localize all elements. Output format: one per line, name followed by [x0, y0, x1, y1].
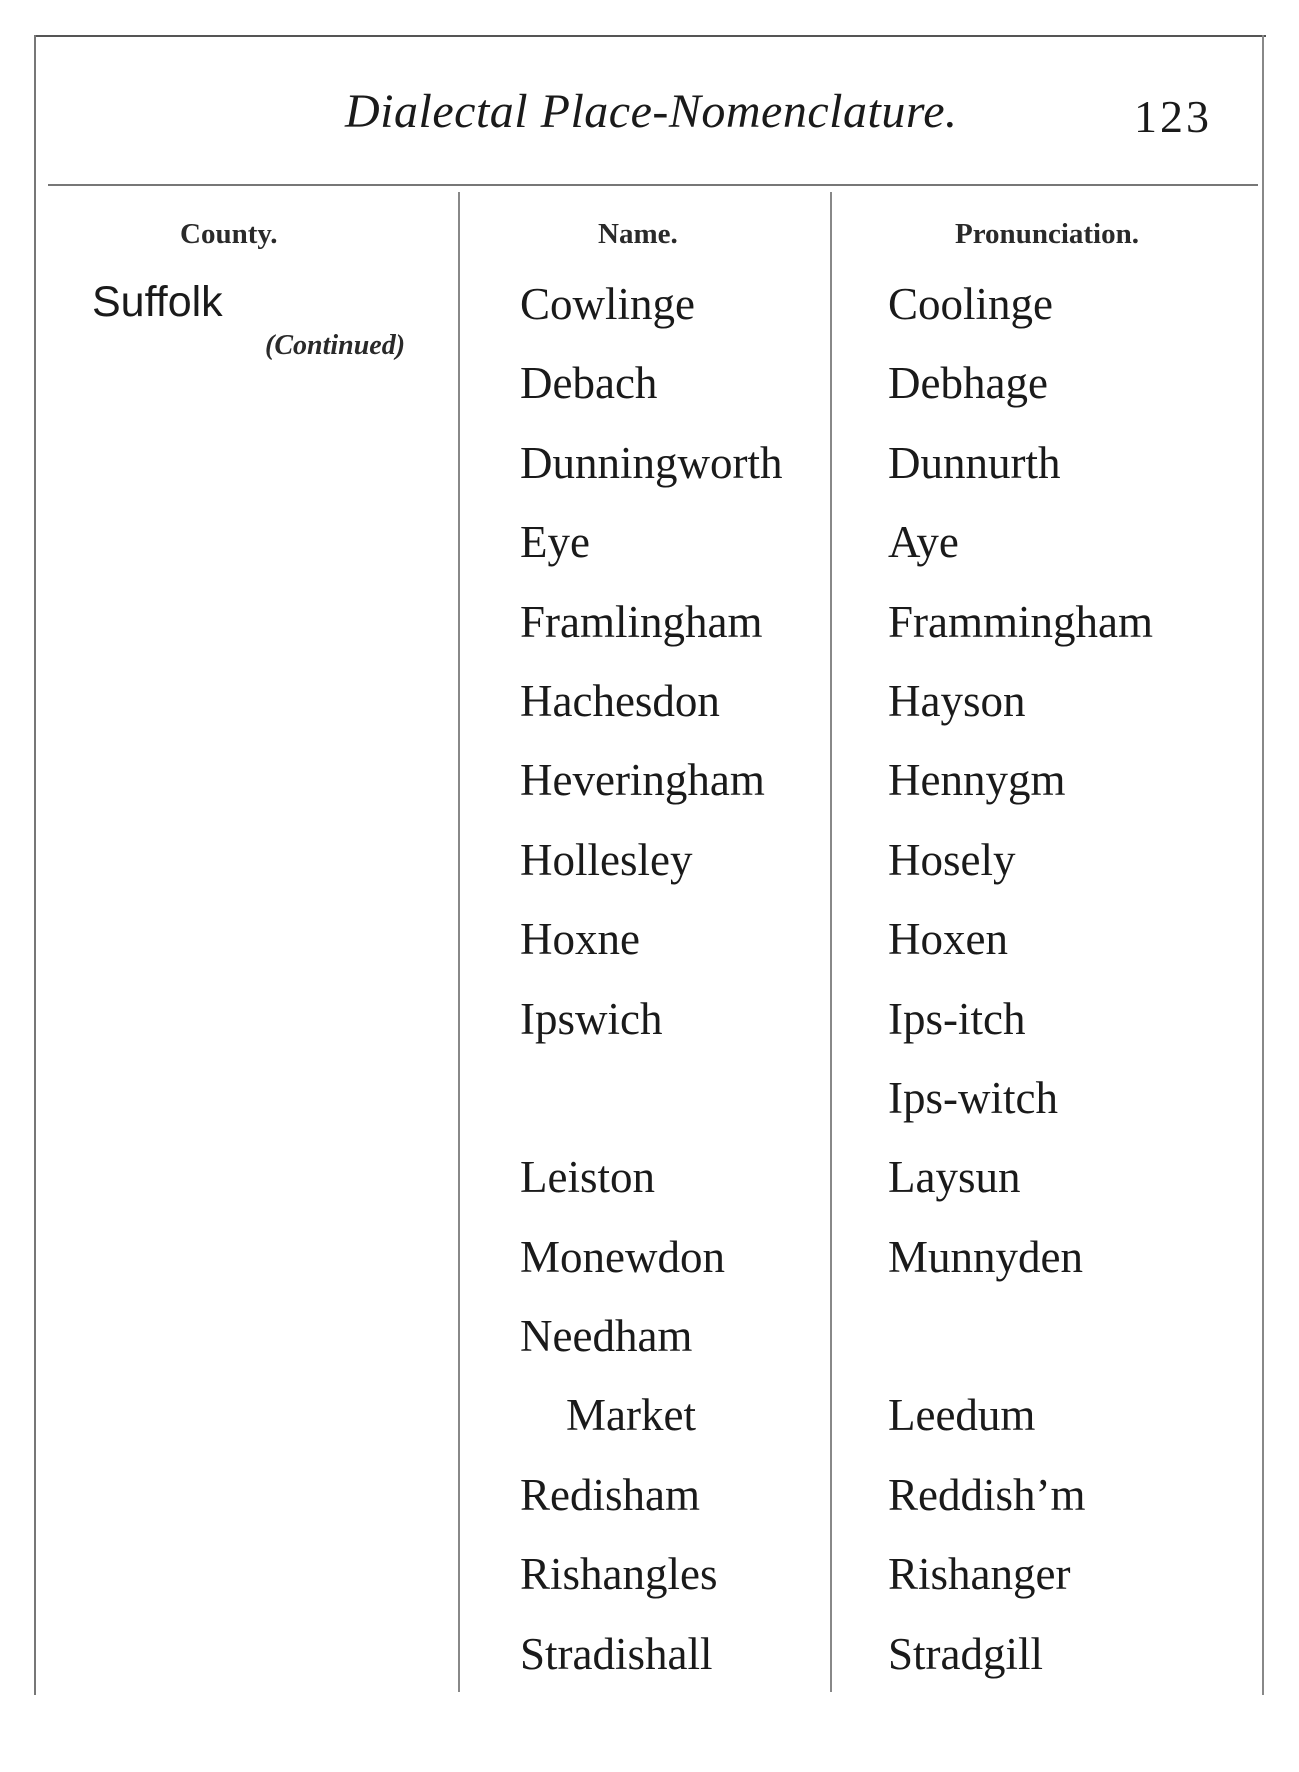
table-row	[0, 1469, 1299, 1548]
header-rule	[48, 184, 1258, 186]
place-name: Redisham	[520, 1469, 700, 1520]
table-row	[0, 1548, 1299, 1627]
place-name: Hoxne	[520, 914, 640, 965]
place-name: Heveringham	[520, 755, 765, 806]
place-name: Debach	[520, 358, 658, 409]
place-name: Hollesley	[520, 834, 693, 885]
table-row	[0, 1628, 1299, 1707]
table-row	[0, 596, 1299, 675]
place-pronunciation: Munnyden	[888, 1231, 1083, 1282]
column-header-name: Name.	[598, 218, 678, 250]
table-row	[0, 357, 1299, 436]
place-pronunciation: Debhage	[888, 358, 1048, 409]
place-pronunciation: Hoxen	[888, 914, 1008, 965]
place-pronunciation: Laysun	[888, 1152, 1021, 1203]
place-name: Leiston	[520, 1152, 655, 1203]
table-row	[0, 993, 1299, 1072]
county-note: (Continued)	[265, 330, 406, 361]
place-name: Cowlinge	[520, 279, 695, 329]
place-pronunciation: Hennygm	[888, 755, 1066, 806]
table-row	[0, 675, 1299, 754]
table-row	[0, 913, 1299, 992]
table-row	[0, 1231, 1299, 1310]
table-row	[0, 1072, 1299, 1151]
table-row	[0, 1151, 1299, 1230]
table-row	[0, 437, 1299, 516]
table-row	[0, 516, 1299, 595]
place-pronunciation: Coolinge	[888, 279, 1053, 329]
county-name: Suffolk	[92, 278, 223, 326]
place-pronunciation: Frammingham	[888, 596, 1153, 647]
table-row	[0, 754, 1299, 833]
place-name: Market	[566, 1390, 696, 1441]
table-row	[0, 1389, 1299, 1468]
place-name: Needham	[520, 1311, 693, 1362]
place-pronunciation: Aye	[888, 517, 959, 568]
column-header-pronunciation: Pronunciation.	[955, 218, 1139, 250]
place-pronunciation: Leedum	[888, 1390, 1036, 1441]
place-pronunciation: Reddish’m	[888, 1469, 1086, 1520]
running-title: Dialectal Place-Nomenclature.	[345, 85, 958, 138]
table-row	[0, 278, 1299, 357]
column-header-county: County.	[180, 218, 278, 250]
place-name: Dunningworth	[520, 437, 783, 488]
place-pronunciation: Dunnurth	[888, 437, 1061, 488]
place-name: Rishangles	[520, 1549, 718, 1600]
place-name: Eye	[520, 517, 590, 568]
place-name: Stradishall	[520, 1628, 713, 1679]
place-name: Framlingham	[520, 596, 763, 647]
page-number: 123	[1134, 91, 1212, 142]
place-pronunciation: Rishanger	[888, 1549, 1071, 1600]
place-pronunciation: Stradgill	[888, 1628, 1043, 1679]
table-row	[0, 1310, 1299, 1389]
place-pronunciation: Ips-itch	[888, 993, 1026, 1044]
place-name: Hachesdon	[520, 675, 720, 726]
place-pronunciation: Ips-witch	[888, 1072, 1058, 1123]
table-row	[0, 834, 1299, 913]
place-name: Ipswich	[520, 993, 663, 1044]
entries-list	[0, 278, 1299, 1707]
place-name: Monewdon	[520, 1231, 725, 1282]
place-pronunciation: Hosely	[888, 834, 1016, 885]
place-pronunciation: Hayson	[888, 675, 1026, 726]
page-frame-top	[34, 35, 1266, 37]
